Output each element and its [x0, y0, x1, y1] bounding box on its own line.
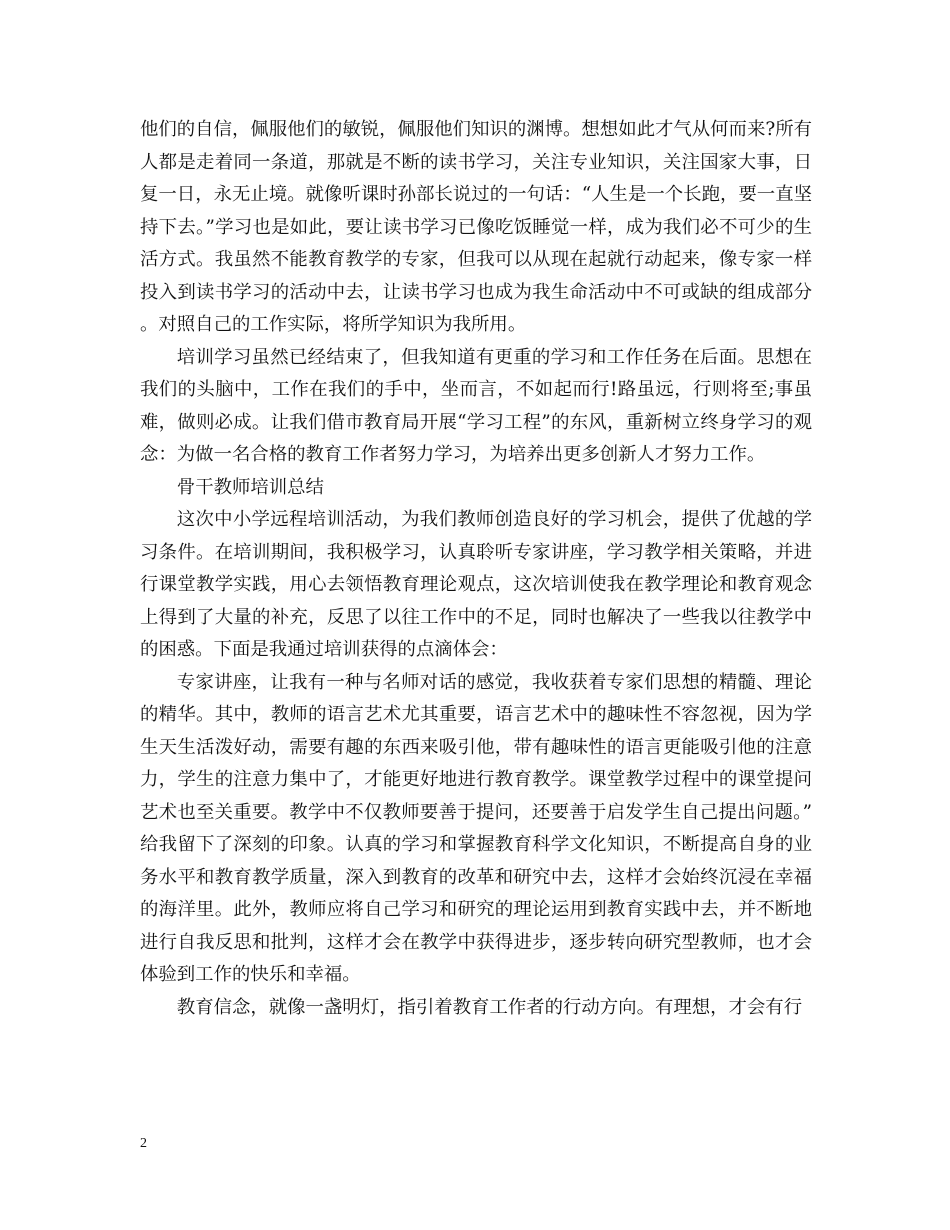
- paragraph-expert-lectures: 专家讲座，让我有一种与名师对话的感觉，我收获着专家们思想的精髓、理论的精华。其中，教师的语言艺术尤其重要，语言艺术中的趣味性不容忽视，因为学生天生活泼好动，需要有趣的东西来吸引他，带有趣味性的语言更能吸引他的注意力，学生的注意力集中了，才能更好地进行教育教学。课堂教学过程中的课堂提问艺术也至关重要。教学中不仅教师要善于提问，还要善于启发学生自己提出问题。”给我留下了深刻的印象。认真的学习和掌握教育科学文化知识，不断提高自身的业务水平和教育教学质量，深入到教育的改革和研究中去，这样才会始终沉浸在幸福的海洋里。此外，教师应将自己学习和研究的理论运用到教育实践中去，并不断地进行自我反思和批判，这样才会在教学中获得进步，逐步转向研究型教师，也才会体验到工作的快乐和幸福。: [140, 671, 812, 985]
- paragraph-continued: 他们的自信，佩服他们的敏锐，佩服他们知识的渊博。想想如此才气从何而来?所有人都是走着同一条道，那就是不断的读书学习，关注专业知识，关注国家大事，日复一日，永无止境。就像听课时孙部长说过的一句话：“人生是一个长跑，要一直坚持下去。”学习也是如此，要让读书学习已像吃饭睡觉一样，成为我们必不可少的生活方式。我虽然不能教育教学的专家，但我可以从现在起就行动起来，像专家一样投入到读书学习的活动中去，让读书学习也成为我生命活动中不可或缺的组成部分。对照自己的工作实际，将所学知识为我所用。: [140, 119, 812, 335]
- paragraph-remote-training: 这次中小学远程培训活动，为我们教师创造良好的学习机会，提供了优越的学习条件。在培训期间，我积极学习，认真聆听专家讲座，学习教学相关策略，并进行课堂教学实践，用心去领悟教育理论观点，这次培训使我在教学理论和教育观念上得到了大量的补充，反思了以往工作中的不足，同时也解决了一些我以往教学中的困惑。下面是我通过培训获得的点滴体会：: [140, 509, 812, 660]
- page-number: 2: [140, 1136, 147, 1151]
- section-heading: 骨干教师培训总结: [176, 476, 324, 498]
- paragraph-training-ended: 培训学习虽然已经结束了，但我知道有更重的学习和工作任务在后面。思想在我们的头脑中，工作在我们的手中，坐而言，不如起而行!路虽远，行则将至;事虽难，做则必成。让我们借市教育局开展“学习工程”的东风，重新树立终身学习的观念：为做一名合格的教育工作者努力学习，为培养出更多创新人才努力工作。: [140, 346, 812, 465]
- document-body: [140, 114, 812, 1024]
- paragraph-education-belief: 教育信念，就像一盏明灯，指引着教育工作者的行动方向。有理想，才会有行: [176, 996, 803, 1018]
